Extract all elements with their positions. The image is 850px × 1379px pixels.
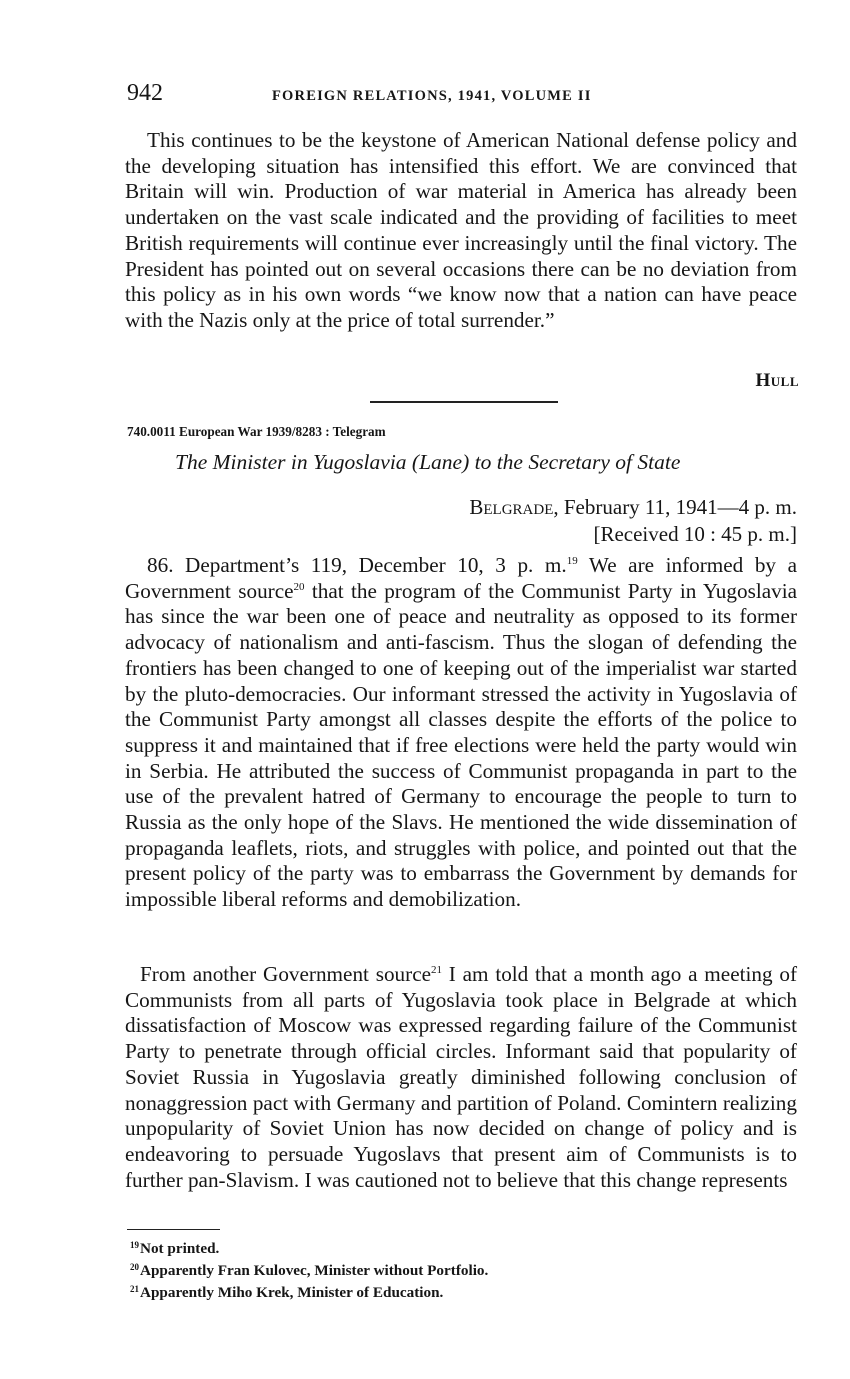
footnote: [130, 1236, 488, 1258]
footnote-ref: 19: [566, 555, 578, 567]
running-head: FOREIGN RELATIONS, 1941, VOLUME II: [272, 88, 592, 104]
dateline-date: February 11, 1941—4 p. m.: [558, 495, 797, 519]
section-divider: [370, 401, 558, 403]
footnote-mark: 19: [130, 1240, 139, 1250]
paragraph-text: I am told that a month ago a meeting of Communists from all parts of Yugoslavia took place in Belgrade at which dissatisfaction of Moscow was expressed regarding failure of the Communist Party to penetrate through official circles. Informant said that popularity of Soviet Russia in Yugoslavia greatly diminished following conclusion of nonaggression pact with Germany and partition of Poland. Comintern realizing unpopularity of Soviet Union has now decided on change of policy and is endeavoring to persuade Yugoslavs that present aim of Communists is to further pan-Slavism. I was cautioned not to believe that this change represents: [125, 962, 797, 1192]
body-paragraph: [125, 553, 797, 913]
footnote-ref: 21: [431, 964, 443, 976]
footnote-mark: 21: [130, 1284, 139, 1294]
dateline: [469, 495, 797, 520]
footnote-text: Apparently Fran Kulovec, Minister without Portfolio.: [140, 1262, 489, 1279]
file-reference: 740.0011 European War 1939/8283 : Telegram: [127, 424, 386, 439]
footnote-text: Not printed.: [140, 1240, 220, 1257]
page-header: [127, 80, 800, 110]
page-number: 942: [127, 80, 163, 106]
body-paragraph: [125, 962, 797, 1193]
signature: Hull: [755, 370, 799, 391]
footnote-text: Apparently Miho Krek, Minister of Education.: [140, 1284, 444, 1301]
paragraph-text: 86. Department’s 119, December 10, 3 p. m.: [147, 553, 567, 577]
paragraph-text: From another Government source: [140, 962, 432, 986]
document-title: The Minister in Yugoslavia (Lane) to the Secretary of State: [175, 450, 681, 474]
received-time: [Received 10 : 45 p. m.]: [593, 522, 797, 546]
paragraph-text: We are informed by a Government source: [125, 553, 797, 603]
paragraph-text: that the program of the Communist Party in Yugoslavia has since the war been one of peace and neutrality as opposed to its former advocacy of nationalism and anti-fascism. Thus the slogan of defending the frontiers has been changed to one of keeping out of the imperialist war started by the pluto-democracies. Our informant stressed the activity in Yugoslavia of the Communist Party amongst all classes despite the efforts of the police to suppress it and maintained that if free elections were held the party would win in Serbia. He attributed the success of Communist propaganda in part to the use of the prevalent hatred of Germany to encourage the people to turn to Russia as the only hope of the Slavs. He mentioned the wide dissemination of propaganda leaflets, riots, and struggles with police, and pointed out that the present policy of the party was to embarrass the Government by demands for impossible liberal reforms and demobilization.: [125, 578, 797, 912]
dateline-place: Belgrade,: [469, 495, 559, 519]
footnote-ref: 20: [293, 580, 305, 593]
footnote-rule: [127, 1229, 220, 1230]
footnote: [130, 1258, 488, 1280]
footnote-mark: 20: [130, 1262, 139, 1272]
footnote: [130, 1280, 488, 1302]
body-paragraph: This continues to be the keystone of American National defense policy and the developing situation has intensified this effort. We are convinced that Britain will win. Production of war material in America has already been undertaken on the vast scale indicated and the providing of facilities to meet British requirements will continue ever increasingly until the final victory. The President has pointed out on several occasions there can be no deviation from this policy as in his own words “we know now that a nation can have peace with the Nazis only at the price of total surrender.”: [125, 128, 797, 332]
footnotes: [130, 1236, 488, 1302]
